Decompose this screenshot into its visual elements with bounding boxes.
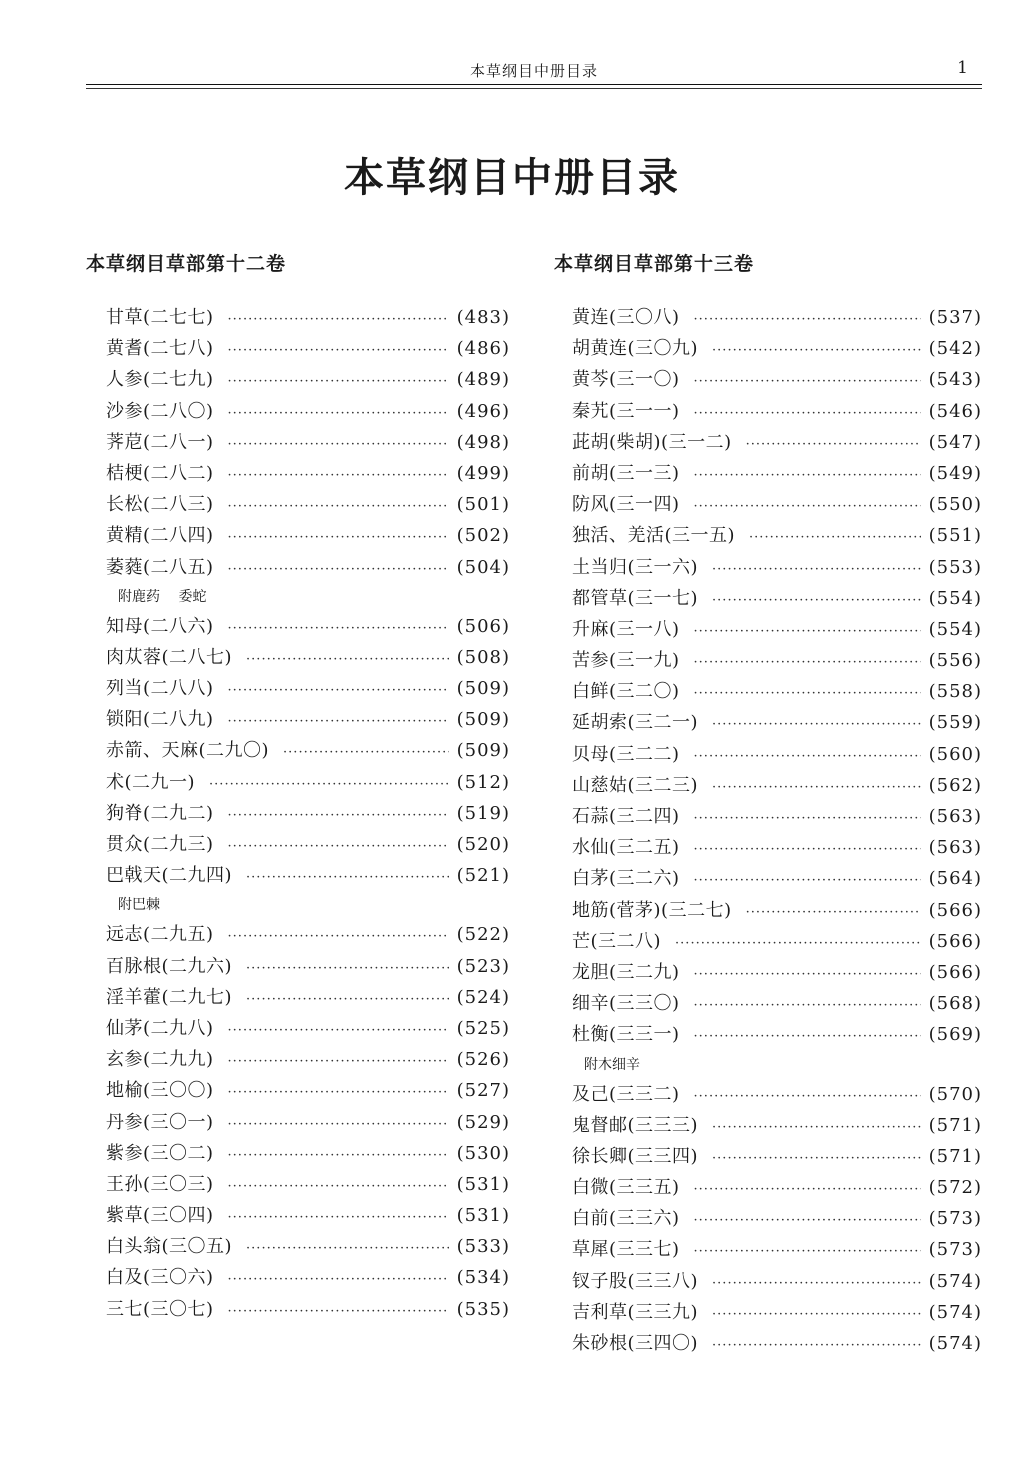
entry-page-number: (574) bbox=[928, 1333, 982, 1354]
dot-leader bbox=[246, 953, 449, 984]
dot-leader bbox=[209, 769, 449, 800]
entry-page-number: (496) bbox=[456, 400, 510, 422]
entry-title: 茈胡(柴胡)(三一二) bbox=[572, 431, 732, 453]
toc-entry[interactable] bbox=[106, 767, 510, 798]
toc-entry[interactable] bbox=[106, 458, 510, 489]
entry-title: 苦参(三一九) bbox=[572, 650, 680, 672]
dot-leader bbox=[694, 678, 921, 709]
toc-entry[interactable] bbox=[106, 1075, 510, 1106]
entry-page-number: (501) bbox=[456, 494, 510, 516]
entry-page-number: (562) bbox=[928, 774, 982, 796]
entry-title: 黄精(二八四) bbox=[106, 525, 214, 547]
dot-leader bbox=[694, 741, 921, 772]
toc-entry[interactable] bbox=[572, 1172, 982, 1203]
entry-title: 狗脊(二九二) bbox=[106, 802, 214, 824]
entry-page-number: (499) bbox=[456, 462, 510, 484]
entry-title: 远志(二九五) bbox=[106, 924, 214, 946]
entry-title: 延胡索(三二一) bbox=[572, 712, 699, 734]
dot-leader bbox=[228, 1296, 449, 1327]
entry-page-number: (558) bbox=[928, 681, 982, 703]
toc-entry[interactable] bbox=[106, 1262, 510, 1293]
entry-page-number: (564) bbox=[928, 868, 982, 890]
toc-entry[interactable] bbox=[106, 396, 510, 427]
dot-leader bbox=[228, 1140, 449, 1171]
toc-entry[interactable] bbox=[106, 798, 510, 829]
dot-leader bbox=[712, 554, 921, 585]
entry-title: 荠苨(二八一) bbox=[106, 431, 214, 453]
entry-title: 升麻(三一八) bbox=[572, 618, 680, 640]
toc-entry[interactable] bbox=[572, 1110, 982, 1141]
toc-entry[interactable] bbox=[572, 552, 982, 583]
entry-page-number: (489) bbox=[456, 369, 510, 391]
toc-entry[interactable] bbox=[572, 1266, 982, 1297]
dot-leader bbox=[712, 1299, 921, 1330]
dot-leader bbox=[228, 1015, 449, 1046]
entry-page-number: (526) bbox=[456, 1049, 510, 1071]
entry-page-number: (547) bbox=[928, 431, 982, 453]
entry-title: 黄耆(二七八) bbox=[106, 338, 214, 360]
entry-page-number: (524) bbox=[456, 986, 510, 1008]
entry-page-number: (509) bbox=[456, 740, 510, 762]
entry-title: 甘草(二七七) bbox=[106, 307, 214, 328]
dot-leader bbox=[694, 398, 921, 429]
dot-leader bbox=[246, 984, 449, 1015]
entry-page-number: (508) bbox=[456, 646, 510, 668]
entry-page-number: (563) bbox=[928, 837, 982, 859]
dot-leader bbox=[228, 1046, 449, 1077]
entry-page-number: (529) bbox=[456, 1111, 510, 1133]
entry-page-number: (554) bbox=[928, 618, 982, 640]
entry-title: 黄芩(三一〇) bbox=[572, 369, 680, 391]
entry-title: 秦艽(三一一) bbox=[572, 400, 680, 422]
entry-title: 列当(二八八) bbox=[106, 678, 214, 700]
dot-leader bbox=[694, 460, 921, 491]
entry-title: 萎蕤(二八五) bbox=[106, 556, 214, 578]
entry-title: 朱砂根(三四〇) bbox=[572, 1333, 699, 1354]
toc-entry[interactable] bbox=[106, 642, 510, 673]
toc-entry[interactable] bbox=[572, 364, 982, 395]
dot-leader bbox=[749, 522, 921, 553]
entry-title: 地榆(三〇〇) bbox=[106, 1080, 214, 1102]
toc-entry[interactable] bbox=[106, 1013, 510, 1044]
dot-leader bbox=[228, 1109, 449, 1140]
entry-page-number: (523) bbox=[456, 955, 510, 977]
toc-entry[interactable] bbox=[572, 583, 982, 614]
entry-page-number: (512) bbox=[456, 771, 510, 793]
entry-page-number: (573) bbox=[928, 1239, 982, 1261]
entry-title: 锁阳(二八九) bbox=[106, 709, 214, 731]
dot-leader bbox=[228, 1171, 449, 1202]
toc-entry[interactable] bbox=[106, 1294, 510, 1325]
dot-leader bbox=[228, 1264, 449, 1295]
entry-page-number: (509) bbox=[456, 678, 510, 700]
entry-page-number: (571) bbox=[928, 1145, 982, 1167]
entry-page-number: (537) bbox=[928, 307, 982, 328]
dot-leader bbox=[228, 706, 449, 737]
entry-title: 三七(三〇七) bbox=[106, 1298, 214, 1320]
dot-leader bbox=[228, 675, 449, 706]
entry-page-number: (560) bbox=[928, 743, 982, 765]
entry-title: 钗子股(三三八) bbox=[572, 1270, 699, 1292]
dot-leader bbox=[228, 335, 449, 366]
entry-page-number: (504) bbox=[456, 556, 510, 578]
toc-entry[interactable] bbox=[106, 364, 510, 395]
page-title: 本草纲目中册目录 bbox=[344, 155, 680, 201]
entry-title: 前胡(三一三) bbox=[572, 462, 680, 484]
toc-entry[interactable] bbox=[572, 427, 982, 458]
entry-title: 仙茅(二九八) bbox=[106, 1017, 214, 1039]
dot-leader bbox=[694, 616, 921, 647]
entry-title: 山慈姑(三二三) bbox=[572, 774, 699, 796]
entry-title: 水仙(三二五) bbox=[572, 837, 680, 859]
appendix-note: 附木细辛 bbox=[584, 1056, 640, 1073]
entry-page-number: (542) bbox=[928, 338, 982, 360]
entry-page-number: (573) bbox=[928, 1208, 982, 1230]
entry-title: 白微(三三五) bbox=[572, 1177, 680, 1199]
entry-page-number: (543) bbox=[928, 369, 982, 391]
toc-entry[interactable] bbox=[106, 982, 510, 1013]
entry-page-number: (527) bbox=[456, 1080, 510, 1102]
dot-leader bbox=[694, 304, 921, 335]
toc-entry[interactable] bbox=[572, 1079, 982, 1110]
entry-page-number: (574) bbox=[928, 1270, 982, 1292]
toc-entry[interactable] bbox=[572, 1203, 982, 1234]
entry-title: 白前(三三六) bbox=[572, 1208, 680, 1230]
dot-leader bbox=[246, 644, 449, 675]
volume-heading: 本草纲目草部第十二卷 bbox=[86, 253, 287, 275]
page-number: 1 bbox=[957, 58, 968, 78]
dot-leader bbox=[746, 429, 921, 460]
dot-leader bbox=[712, 1330, 921, 1361]
entry-page-number: (566) bbox=[928, 930, 982, 952]
entry-title: 巴戟天(二九四) bbox=[106, 865, 233, 887]
entry-page-number: (520) bbox=[456, 834, 510, 855]
toc-entry[interactable] bbox=[106, 1231, 510, 1262]
entry-page-number: (502) bbox=[456, 525, 510, 547]
header-rule bbox=[86, 84, 982, 85]
entry-page-number: (506) bbox=[456, 615, 510, 637]
toc-entry[interactable] bbox=[572, 863, 982, 894]
entry-title: 土当归(三一六) bbox=[572, 556, 699, 578]
entry-page-number: (531) bbox=[456, 1205, 510, 1227]
dot-leader bbox=[694, 647, 921, 678]
dot-leader bbox=[228, 304, 449, 335]
entry-page-number: (556) bbox=[928, 650, 982, 672]
entry-title: 独活、羌活(三一五) bbox=[572, 525, 736, 547]
entry-page-number: (534) bbox=[456, 1267, 510, 1289]
toc-entry[interactable] bbox=[572, 676, 982, 707]
toc-entry[interactable] bbox=[106, 919, 510, 950]
running-header bbox=[86, 56, 982, 90]
entry-title: 杜衡(三三一) bbox=[572, 1024, 680, 1046]
toc-entry[interactable] bbox=[572, 302, 982, 333]
toc-entry[interactable] bbox=[106, 302, 510, 333]
toc-entry[interactable] bbox=[572, 801, 982, 832]
entry-page-number: (531) bbox=[456, 1173, 510, 1195]
toc-entry[interactable] bbox=[106, 829, 510, 860]
entry-page-number: (570) bbox=[928, 1083, 982, 1105]
entry-title: 玄参(二九九) bbox=[106, 1049, 214, 1071]
dot-leader bbox=[228, 554, 449, 585]
toc-entry[interactable] bbox=[106, 735, 510, 766]
toc-list bbox=[554, 302, 982, 1359]
toc-entry[interactable] bbox=[572, 770, 982, 801]
toc-entry[interactable] bbox=[572, 520, 982, 551]
dot-leader bbox=[694, 865, 921, 896]
dot-leader bbox=[228, 429, 449, 460]
dot-leader bbox=[712, 585, 921, 616]
dot-leader bbox=[712, 1268, 921, 1299]
toc-entry[interactable] bbox=[572, 895, 982, 926]
entry-page-number: (498) bbox=[456, 431, 510, 453]
toc-entry[interactable] bbox=[572, 1141, 982, 1172]
entry-title: 紫草(三〇四) bbox=[106, 1205, 214, 1227]
toc-entry[interactable] bbox=[106, 611, 510, 642]
toc-entry[interactable] bbox=[572, 458, 982, 489]
entry-title: 徐长卿(三三四) bbox=[572, 1145, 699, 1167]
toc-entry[interactable] bbox=[106, 333, 510, 364]
entry-page-number: (530) bbox=[456, 1142, 510, 1164]
toc-entry[interactable] bbox=[572, 926, 982, 957]
toc-entry[interactable] bbox=[106, 427, 510, 458]
appendix-note: 附巴棘 bbox=[118, 897, 160, 914]
toc-entry[interactable] bbox=[572, 1234, 982, 1265]
toc-entry[interactable] bbox=[106, 552, 510, 583]
entry-page-number: (571) bbox=[928, 1114, 982, 1136]
toc-entry[interactable] bbox=[106, 489, 510, 520]
entry-title: 白鲜(三二〇) bbox=[572, 681, 680, 703]
entry-page-number: (521) bbox=[456, 865, 510, 887]
entry-title: 芒(三二八) bbox=[572, 930, 662, 952]
dot-leader bbox=[246, 862, 449, 893]
toc-entry[interactable] bbox=[572, 645, 982, 676]
entry-page-number: (522) bbox=[456, 924, 510, 946]
entry-page-number: (569) bbox=[928, 1024, 982, 1046]
entry-page-number: (568) bbox=[928, 993, 982, 1015]
entry-page-number: (550) bbox=[928, 494, 982, 516]
entry-page-number: (535) bbox=[456, 1298, 510, 1320]
entry-title: 百脉根(二九六) bbox=[106, 955, 233, 977]
entry-page-number: (566) bbox=[928, 899, 982, 921]
entry-title: 地筋(菅茅)(三二七) bbox=[572, 899, 732, 921]
entry-page-number: (566) bbox=[928, 961, 982, 983]
toc-entry[interactable] bbox=[106, 673, 510, 704]
toc-list bbox=[86, 302, 510, 1325]
entry-title: 石蒜(三二四) bbox=[572, 806, 680, 827]
entry-title: 鬼督邮(三三三) bbox=[572, 1114, 699, 1136]
toc-entry[interactable] bbox=[572, 988, 982, 1019]
dot-leader bbox=[694, 1021, 921, 1052]
dot-leader bbox=[228, 522, 449, 553]
toc-entry[interactable] bbox=[106, 520, 510, 551]
entry-title: 胡黄连(三〇九) bbox=[572, 338, 699, 360]
dot-leader bbox=[694, 1174, 921, 1205]
toc-entry[interactable] bbox=[572, 1297, 982, 1328]
entry-page-number: (519) bbox=[456, 802, 510, 824]
dot-leader bbox=[694, 834, 921, 865]
dot-leader bbox=[228, 921, 449, 952]
entry-page-number: (572) bbox=[928, 1177, 982, 1199]
entry-title: 紫参(三〇二) bbox=[106, 1142, 214, 1164]
entry-page-number: (559) bbox=[928, 712, 982, 734]
dot-leader bbox=[694, 803, 921, 834]
entry-title: 龙胆(三二九) bbox=[572, 961, 680, 983]
toc-entry[interactable] bbox=[572, 707, 982, 738]
dot-leader bbox=[675, 928, 921, 959]
toc-entry[interactable] bbox=[572, 832, 982, 863]
entry-page-number: (554) bbox=[928, 587, 982, 609]
dot-leader bbox=[228, 491, 449, 522]
entry-title: 王孙(三〇三) bbox=[106, 1173, 214, 1195]
entry-title: 及己(三三二) bbox=[572, 1083, 680, 1105]
entry-title: 白及(三〇六) bbox=[106, 1267, 214, 1289]
entry-title: 沙参(二八〇) bbox=[106, 400, 214, 422]
dot-leader bbox=[228, 1202, 449, 1233]
entry-title: 白茅(三二六) bbox=[572, 868, 680, 890]
dot-leader bbox=[228, 800, 449, 831]
entry-title: 术(二九一) bbox=[106, 771, 196, 793]
dot-leader bbox=[246, 1233, 449, 1264]
entry-page-number: (551) bbox=[928, 525, 982, 547]
toc-entry[interactable] bbox=[106, 1107, 510, 1138]
toc-entry[interactable] bbox=[572, 739, 982, 770]
entry-page-number: (483) bbox=[456, 307, 510, 328]
entry-title: 丹参(三〇一) bbox=[106, 1111, 214, 1133]
dot-leader bbox=[228, 398, 449, 429]
toc-entry[interactable] bbox=[106, 1200, 510, 1231]
toc-entry[interactable] bbox=[572, 1019, 982, 1050]
toc-entry[interactable] bbox=[572, 614, 982, 645]
dot-leader bbox=[694, 990, 921, 1021]
dot-leader bbox=[746, 897, 921, 928]
dot-leader bbox=[712, 1112, 921, 1143]
toc-entry[interactable] bbox=[106, 704, 510, 735]
volume-heading: 本草纲目草部第十三卷 bbox=[554, 253, 755, 275]
volume-12-column bbox=[86, 251, 510, 1325]
dot-leader bbox=[712, 772, 921, 803]
entry-title: 肉苁蓉(二八七) bbox=[106, 646, 233, 668]
entry-page-number: (549) bbox=[928, 462, 982, 484]
entry-page-number: (553) bbox=[928, 556, 982, 578]
toc-entry[interactable] bbox=[572, 1328, 982, 1359]
dot-leader bbox=[694, 1205, 921, 1236]
entry-title: 淫羊藿(二九七) bbox=[106, 986, 233, 1008]
dot-leader bbox=[228, 613, 449, 644]
entry-page-number: (525) bbox=[456, 1017, 510, 1039]
entry-title: 黄连(三〇八) bbox=[572, 307, 680, 328]
entry-page-number: (574) bbox=[928, 1301, 982, 1323]
entry-page-number: (533) bbox=[456, 1236, 510, 1258]
entry-title: 长松(二八三) bbox=[106, 494, 214, 516]
toc-entry[interactable] bbox=[106, 951, 510, 982]
dot-leader bbox=[694, 959, 921, 990]
toc-entry[interactable] bbox=[106, 860, 510, 891]
toc-entry[interactable] bbox=[106, 1138, 510, 1169]
toc-entry[interactable] bbox=[572, 396, 982, 427]
dot-leader bbox=[228, 366, 449, 397]
entry-page-number: (486) bbox=[456, 338, 510, 360]
entry-page-number: (546) bbox=[928, 400, 982, 422]
entry-title: 贯众(二九三) bbox=[106, 834, 214, 855]
entry-title: 防风(三一四) bbox=[572, 494, 680, 516]
entry-title: 草犀(三三七) bbox=[572, 1239, 680, 1261]
entry-page-number: (563) bbox=[928, 806, 982, 827]
running-header-title: 本草纲目中册目录 bbox=[469, 62, 598, 80]
dot-leader bbox=[712, 335, 921, 366]
entry-title: 人参(二七九) bbox=[106, 369, 214, 391]
toc-entry[interactable] bbox=[572, 489, 982, 520]
dot-leader bbox=[694, 491, 921, 522]
header-rule-thin bbox=[86, 88, 982, 89]
entry-title: 赤箭、天麻(二九〇) bbox=[106, 740, 270, 762]
dot-leader bbox=[694, 366, 921, 397]
entry-title: 都管草(三一七) bbox=[572, 587, 699, 609]
entry-title: 知母(二八六) bbox=[106, 615, 214, 637]
entry-title: 贝母(三二二) bbox=[572, 743, 680, 765]
dot-leader bbox=[694, 1236, 921, 1267]
dot-leader bbox=[228, 1077, 449, 1108]
entry-title: 吉利草(三三九) bbox=[572, 1301, 699, 1323]
dot-leader bbox=[228, 831, 449, 862]
dot-leader bbox=[694, 1081, 921, 1112]
appendix-note: 附鹿药 委蛇 bbox=[118, 588, 207, 605]
entry-title: 白头翁(三〇五) bbox=[106, 1236, 233, 1258]
entry-title: 细辛(三三〇) bbox=[572, 993, 680, 1015]
toc-entry[interactable] bbox=[572, 333, 982, 364]
toc-entry[interactable] bbox=[106, 1169, 510, 1200]
toc-entry[interactable] bbox=[106, 1044, 510, 1075]
dot-leader bbox=[283, 737, 449, 768]
dot-leader bbox=[712, 709, 921, 740]
dot-leader bbox=[712, 1143, 921, 1174]
toc-entry[interactable] bbox=[572, 957, 982, 988]
volume-13-column bbox=[554, 251, 982, 1359]
entry-page-number: (509) bbox=[456, 709, 510, 731]
dot-leader bbox=[228, 460, 449, 491]
entry-title: 桔梗(二八二) bbox=[106, 462, 214, 484]
